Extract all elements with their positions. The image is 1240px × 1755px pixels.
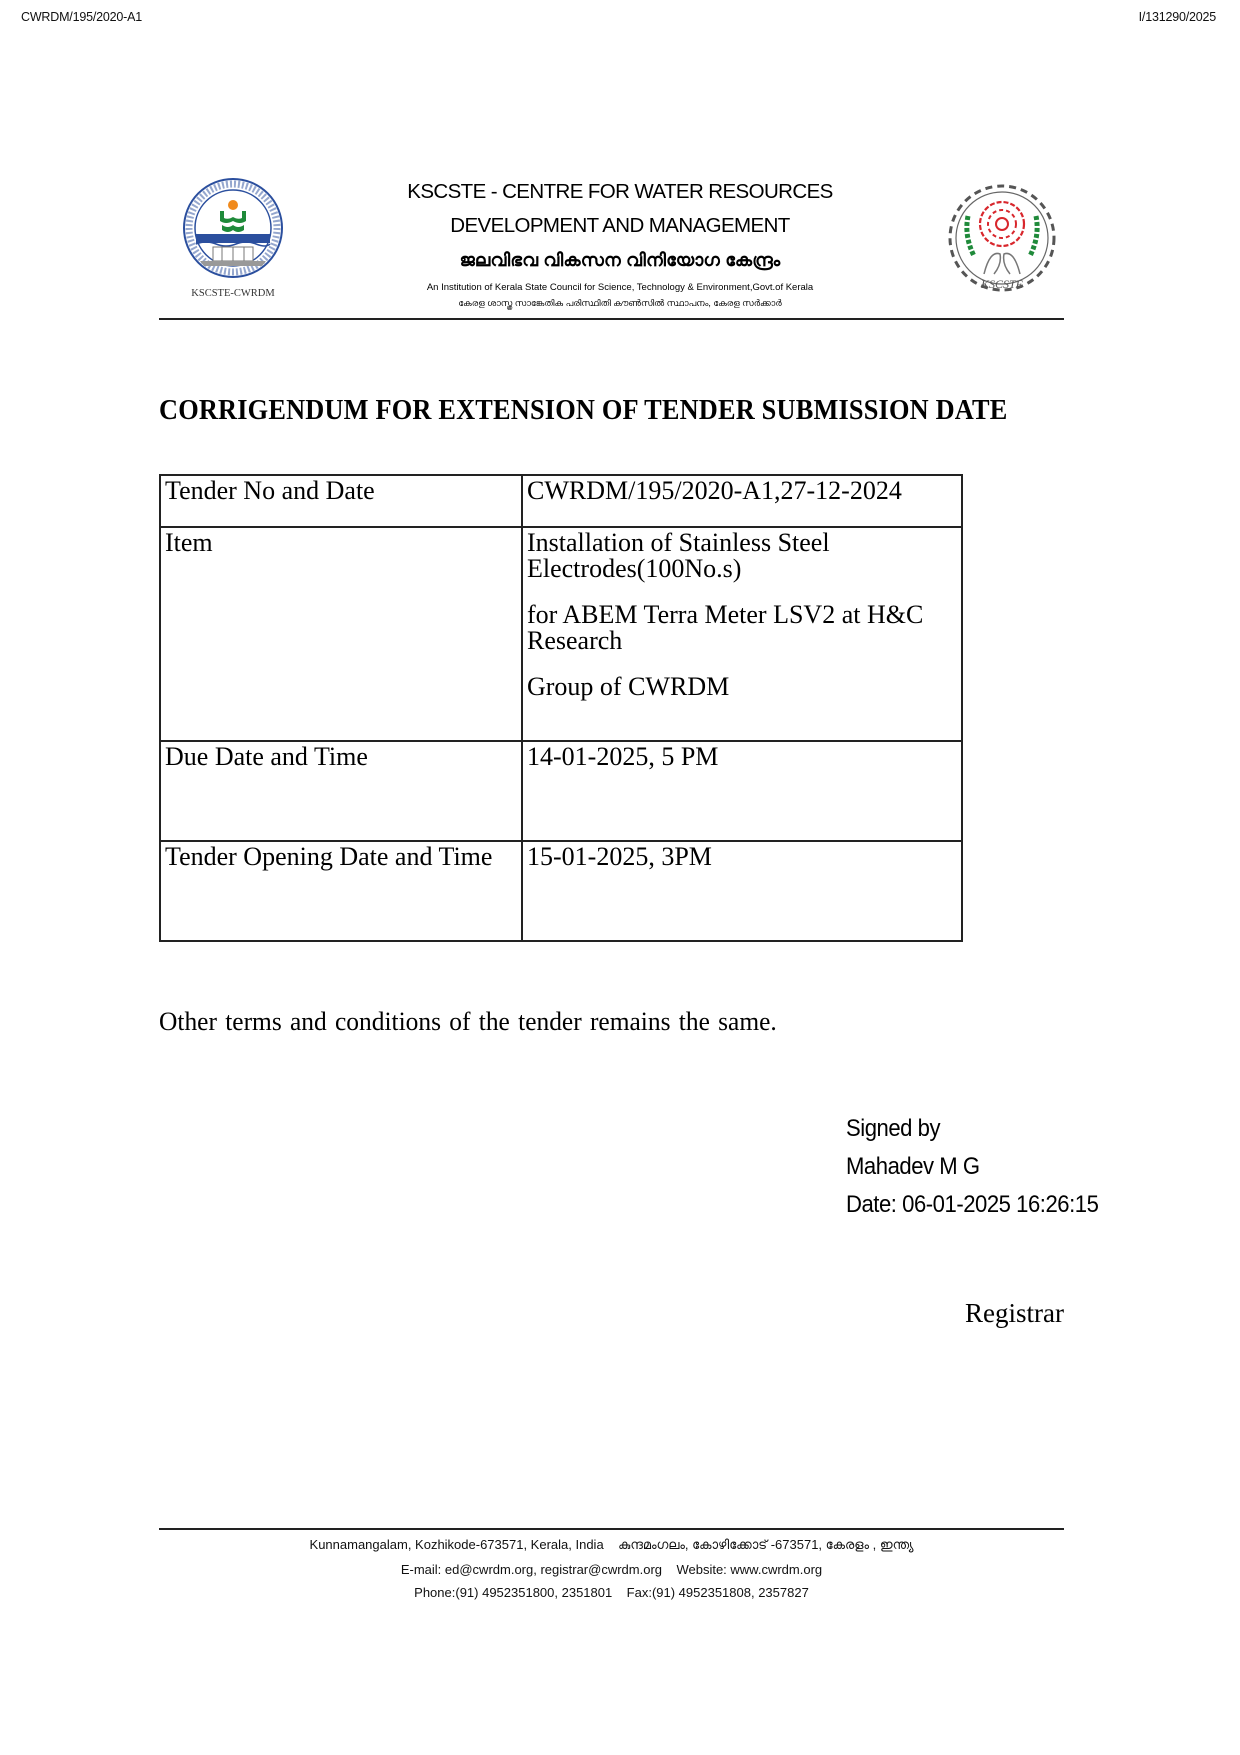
row-label-tender-no: Tender No and Date [160,475,522,527]
kscste-gear-emblem-icon [940,178,1064,310]
letterhead-org-name-line2: DEVELOPMENT AND MANAGEMENT [450,214,790,237]
tender-details-table [159,474,963,942]
document-title: CORRIGENDUM FOR EXTENSION OF TENDER SUBMISSION DATE [159,395,1008,426]
signatory-designation: Registrar [965,1298,1064,1328]
row-value-item [522,527,962,741]
footer-divider [159,1528,1064,1530]
signature-label: Signed by [846,1115,941,1142]
footer-contact: E-mail: ed@cwrdm.org, registrar@cwrdm.org Website: www.cwrdm.org [400,1562,823,1577]
item-description-line2: for ABEM Terra Meter LSV2 at H&C Research [527,600,924,655]
letterhead-affiliation: An Institution of Kerala State Council for Science, Technology & Environment,Govt.of Kerala [426,282,814,293]
table-row [160,475,962,527]
row-value-due-date: 14-01-2025, 5 PM [522,741,962,841]
letterhead-org-name-line1: KSCSTE - CENTRE FOR WATER RESOURCES [407,180,833,203]
inward-number: I/131290/2025 [1138,10,1216,24]
table-row [160,841,962,941]
letterhead-divider [159,318,1064,320]
signatory-name: Mahadev M G [846,1153,980,1180]
row-label-due-date: Due Date and Time [160,741,522,841]
table-row [160,741,962,841]
cwrdm-emblem-icon [180,178,286,300]
row-label-opening-date: Tender Opening Date and Time [160,841,522,941]
cwrdm-logo [180,178,286,300]
row-value-opening-date: 15-01-2025, 3PM [522,841,962,941]
item-description-line3: Group of CWRDM [527,672,730,701]
svg-text:KSCSTE-CWRDM: KSCSTE-CWRDM [191,288,275,299]
footer-address: Kunnamangalam, Kozhikode-673571, Kerala, India കുന്ദമംഗലം, കോഴിക്കോട് -673571, കേരളം , ഇന്ത്യ [309,1537,914,1552]
table-row [160,527,962,741]
svg-text:KSCSTE: KSCSTE [980,277,1024,291]
row-value-tender-no: CWRDM/195/2020-A1,27-12-2024 [522,475,962,527]
footer-phone-fax: Phone:(91) 4952351800, 2351801 Fax:(91) 4952351808, 2357827 [414,1585,809,1600]
row-label-item: Item [160,527,522,741]
item-description-line1: Installation of Stainless Steel Electrodes(100No.s) [527,528,830,583]
file-reference: CWRDM/195/2020-A1 [21,10,142,24]
kscste-logo [940,178,1064,310]
letterhead-malayalam-name: ജലവിഭവ വികസന വിനിയോഗ കേന്ദ്രം [459,250,781,270]
signature-timestamp: Date: 06-01-2025 16:26:15 [846,1191,1099,1218]
terms-statement: Other terms and conditions of the tender remains the same. [159,1006,777,1036]
letterhead-affiliation-malayalam: കേരള ശാസ്ത്ര സാങ്കേതിക പരിസ്ഥിതി കൗൺസിൽ സ്ഥാപനം, കേരള സർക്കാർ [458,298,782,308]
